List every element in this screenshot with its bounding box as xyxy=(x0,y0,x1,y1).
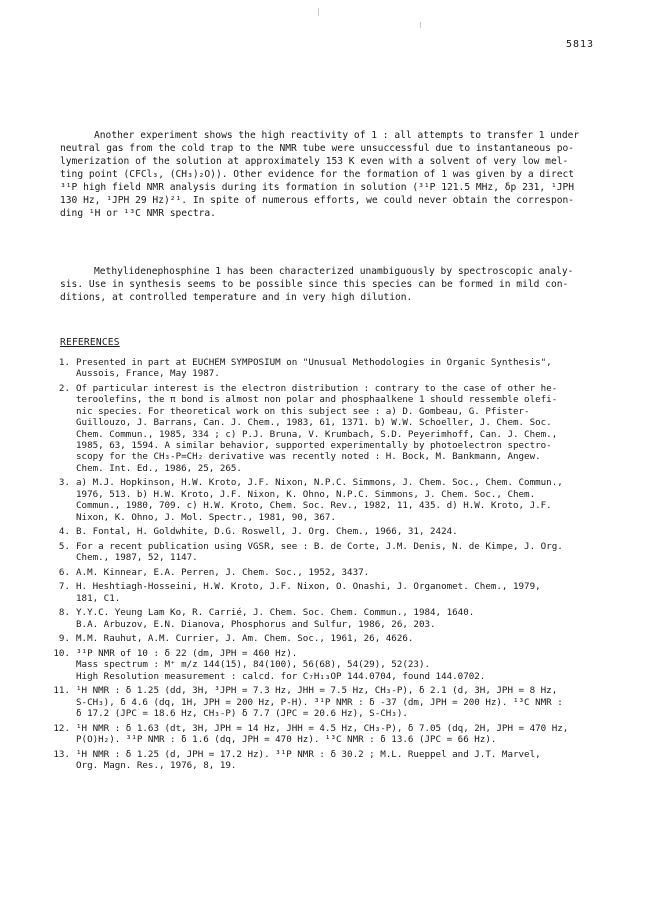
text-line: Chem., 1987, 52, 1147. xyxy=(76,552,198,564)
reference-number: 7. xyxy=(58,581,70,593)
reference-item xyxy=(48,581,618,604)
reference-number: 2. xyxy=(58,383,70,394)
text-line: sis. Use in synthesis seems to be possible since this species can be formed in mild con- xyxy=(60,279,569,290)
text-line: Chem. Int. Ed., 1986, 25, 265. xyxy=(76,462,242,474)
text-line: Nixon, K. Ohno, J. Mol. Spectr., 1981, 90, 367. xyxy=(76,511,336,523)
text-line: B.A. Arbuzov, E.N. Dianova, Phosphorus and Sulfur, 1986, 26, 203. xyxy=(76,618,436,630)
scan-mark xyxy=(318,8,319,16)
text-line: ³¹P high field NMR analysis during its formation in solution (³¹P 121.5 MHz, δp 231, ¹JPH xyxy=(60,182,575,193)
text-line: P(O)H₂). ³¹P NMR : δ 1.6 (dq, JPH = 470 Hz). ¹³C NMR : δ 13.6 (JPC = 66 Hz). xyxy=(76,734,497,746)
text-line: Org. Magn. Res., 1976, 8, 19. xyxy=(76,760,237,772)
text-line: nic species. For theoretical work on this subject see : a) D. Gombeau, G. Pfister- xyxy=(76,405,530,417)
text-line: Guillouzo, J. Barrans, Can. J. Chem., 1983, 61, 1371. b) W.W. Schoeller, J. Chem. Soc. xyxy=(76,417,552,429)
reference-text xyxy=(76,749,618,772)
text-line: 130 Hz, ¹JPH 29 Hz)²¹. In spite of numerous efforts, we could never obtain the correspon- xyxy=(60,195,575,206)
text-line: High Resolution measurement : calcd. for C₇H₁₃OP 144.0704, found 144.0702. xyxy=(76,670,486,682)
reference-item xyxy=(48,567,618,578)
reference-text xyxy=(76,581,618,604)
text-line: A.M. Kinnear, E.A. Perren, J. Chem. Soc., 1952, 3437. xyxy=(76,566,370,578)
text-line: 1976, 513. b) H.W. Kroto, J.F. Nixon, K. Ohno, N.P.C. Simmons, J. Chem. Soc., Chem. xyxy=(76,488,536,500)
text-line: Chem. Commun., 1985, 334 ; c) P.J. Bruna, V. Krumbach, S.D. Peyerimhoff, Can. J. Chem., xyxy=(76,428,558,440)
reference-list xyxy=(48,357,618,772)
reference-number: 3. xyxy=(58,477,70,489)
reference-number: 10. xyxy=(53,648,70,660)
text-line: Of particular interest is the electron distribution : contrary to the case of other he- xyxy=(76,383,558,394)
reference-item xyxy=(48,633,618,644)
body-paragraph xyxy=(60,129,612,220)
text-line: ting point (CFCl₃, (CH₃)₂O)). Other evidence for the formation of 1 was given by a direct xyxy=(60,169,575,180)
paragraph-lines xyxy=(60,129,612,220)
reference-text xyxy=(76,685,618,719)
paragraph-lines xyxy=(60,265,612,304)
reference-number: 11. xyxy=(53,685,70,697)
body-paragraph xyxy=(60,265,612,304)
reference-text xyxy=(76,648,618,682)
reference-text xyxy=(76,723,618,746)
reference-item xyxy=(48,541,618,564)
reference-text xyxy=(76,357,618,380)
text-line: For a recent publication using VGSR, see : B. de Corte, J.M. Denis, N. de Kimpe, J. Org. xyxy=(76,540,563,552)
text-line: neutral gas from the cold trap to the NMR tube were unsuccessful due to instantaneous po- xyxy=(60,143,575,154)
reference-item xyxy=(48,526,618,537)
reference-number: 8. xyxy=(58,607,70,619)
text-line: ¹H NMR : δ 1.25 (dd, 3H, ³JPH = 7.3 Hz, JHH = 7.5 Hz, CH₃-P), δ 2.1 (d, 3H, JPH = 8 Hz, xyxy=(76,685,558,697)
scan-mark xyxy=(420,22,421,28)
text-line: scopy for the CH₃-P=CH₂ derivative was recently noted : H. Bock, M. Bankmann, Angew. xyxy=(76,451,541,463)
text-line: Mass spectrum : M⁺ m/z 144(15), 84(100), 56(68), 54(29), 52(23). xyxy=(76,659,431,671)
text-line: ¹H NMR : δ 1.63 (dt, 3H, JPH = 14 Hz, JHH = 4.5 Hz, CH₃-P), δ 7.05 (dq, 2H, JPH = 470 Hz, xyxy=(76,722,569,734)
reference-item xyxy=(48,383,618,474)
reference-item xyxy=(48,685,618,719)
reference-number: 5. xyxy=(58,540,70,552)
reference-item xyxy=(48,749,618,772)
reference-item xyxy=(48,607,618,630)
text-line: M.M. Rauhut, A.M. Currier, J. Am. Chem. Soc., 1961, 26, 4626. xyxy=(76,633,414,645)
reference-item xyxy=(48,357,618,380)
reference-item xyxy=(48,648,618,682)
text-line: ¹H NMR : δ 1.25 (d, JPH = 17.2 Hz). ³¹P NMR : δ 30.2 ; M.L. Rueppel and J.T. Marvel, xyxy=(76,748,541,760)
reference-number: 6. xyxy=(58,566,70,578)
reference-text xyxy=(76,633,618,644)
reference-text xyxy=(76,607,618,630)
text-line: teroolefins, the π bond is almost non polar and phosphaalkene 1 should ressemble olefi- xyxy=(76,394,558,406)
text-line: Aussois, France, May 1987. xyxy=(76,368,220,380)
text-line: Presented in part at EUCHEM SYMPOSIUM on "Unusual Methodologies in Organic Synthesis", xyxy=(76,357,552,368)
text-line: S-CH₃), δ 4.6 (dq, 1H, JPH = 200 Hz, P-H). ³¹P NMR : δ -37 (dm, JPH = 200 Hz). ¹³C NMR : xyxy=(76,696,563,708)
text-line: ditions, at controlled temperature and in very high dilution. xyxy=(60,292,413,303)
reference-text xyxy=(76,477,618,523)
text-line: 1985, 63, 1594. A similar behavior, supported experimentally by photoelectron spectro- xyxy=(76,440,552,452)
page-number: 5813 xyxy=(566,39,595,50)
reference-text xyxy=(76,526,618,537)
reference-number: 9. xyxy=(58,633,70,645)
text-line: H. Heshtiagh-Hosseini, H.W. Kroto, J.F. Nixon, O. Onashi, J. Organomet. Chem., 1979, xyxy=(76,581,541,593)
reference-text xyxy=(76,383,618,474)
text-line: a) M.J. Hopkinson, H.W. Kroto, J.F. Nixon, N.P.C. Simmons, J. Chem. Soc., Chem. Commun., xyxy=(76,477,563,489)
reference-item xyxy=(48,723,618,746)
reference-number: 12. xyxy=(53,722,70,734)
reference-number: 4. xyxy=(58,526,70,538)
reference-number: 1. xyxy=(58,357,70,368)
reference-text xyxy=(76,541,618,564)
text-line: Methylidenephosphine 1 has been characterized unambiguously by spectroscopic analy- xyxy=(94,266,574,277)
reference-number: 13. xyxy=(53,748,70,760)
reference-item xyxy=(48,477,618,523)
reference-text xyxy=(76,567,618,578)
references-heading: REFERENCES xyxy=(60,337,120,348)
text-line: ³¹P NMR of 10 : δ 22 (dm, JPH = 460 Hz). xyxy=(76,648,298,660)
text-line: δ 17.2 (JPC = 18.6 Hz, CH₃-P) δ 7.7 (JPC = 20.6 Hz), S-CH₃). xyxy=(76,708,408,720)
text-line: ding ¹H or ¹³C NMR spectra. xyxy=(60,208,216,219)
text-line: Y.Y.C. Yeung Lam Ko, R. Carrié, J. Chem. Soc. Chem. Commun., 1984, 1640. xyxy=(76,607,475,619)
references-section xyxy=(48,336,618,775)
text-line: lymerization of the solution at approximately 153 K even with a solvent of very low mel- xyxy=(60,156,569,167)
text-line: Another experiment shows the high reactivity of 1 : all attempts to transfer 1 under xyxy=(94,130,580,141)
text-line: B. Fontal, H. Goldwhite, D.G. Roswell, J. Org. Chem., 1966, 31, 2424. xyxy=(76,526,458,538)
text-line: Commun., 1980, 709. c) H.W. Kroto, Chem. Soc. Rev., 1982, 11, 435. d) H.W. Kroto, J.F. xyxy=(76,500,552,512)
text-line: 181, C1. xyxy=(76,592,121,604)
